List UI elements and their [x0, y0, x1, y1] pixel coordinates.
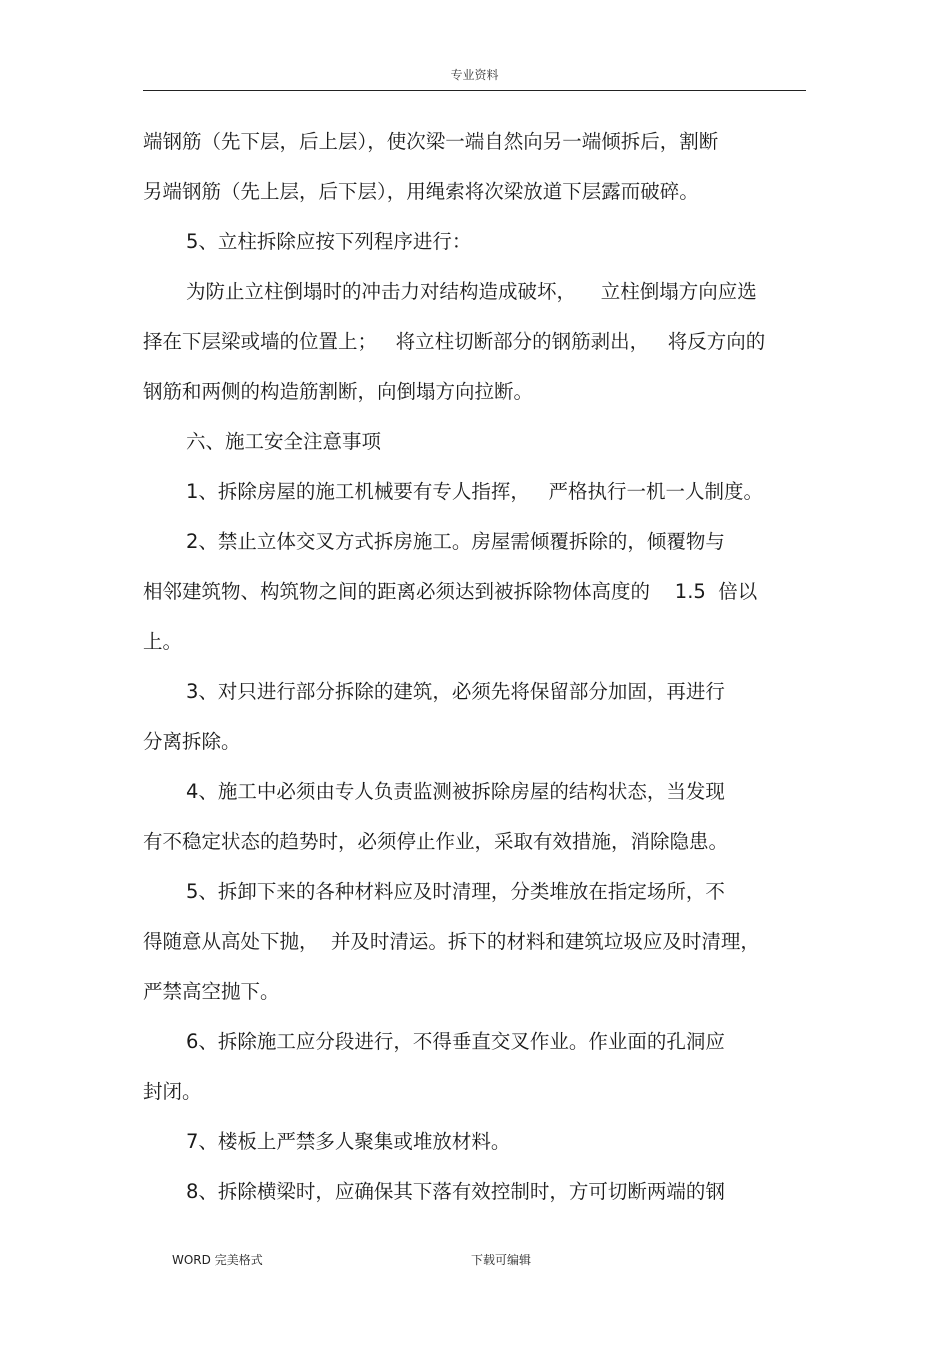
body-line: 有不稳定状态的趋势时，必须停止作业，采取有效措施，消除隐患。	[143, 830, 729, 853]
body-line: 择在下层梁或墙的位置上； 将立柱切断部分的钢筋剥出， 将反方向的	[143, 330, 766, 353]
body-line: 5、拆卸下来的各种材料应及时清理，分类堆放在指定场所，不	[186, 880, 725, 903]
body-line: 钢筋和两侧的构造筋割断，向倒塌方向拉断。	[143, 380, 534, 403]
body-line: 为防止立柱倒塌时的冲击力对结构造成破坏， 立柱倒塌方向应选	[186, 280, 757, 303]
body-line: 分离拆除。	[143, 730, 241, 753]
body-line: 3、对只进行部分拆除的建筑，必须先将保留部分加固，再进行	[186, 680, 725, 703]
body-line: 端钢筋（先下层，后上层），使次梁一端自然向另一端倾拆后，割断	[143, 130, 719, 153]
body-line: 六、施工安全注意事项	[186, 430, 382, 453]
body-line: 严禁高空抛下。	[143, 980, 280, 1003]
header-rule	[143, 90, 806, 91]
body-line: 4、施工中必须由专人负责监测被拆除房屋的结构状态，当发现	[186, 780, 725, 803]
body-line: 相邻建筑物、构筑物之间的距离必须达到被拆除物体高度的 1.5 倍以	[143, 580, 758, 603]
body-line: 8、拆除横梁时，应确保其下落有效控制时，方可切断两端的钢	[186, 1180, 725, 1203]
body-line: 另端钢筋（先上层，后下层），用绳索将次梁放道下层露而破碎。	[143, 180, 699, 203]
body-line: 得随意从高处下抛， 并及时清运。拆下的材料和建筑垃圾应及时清理，	[143, 930, 760, 953]
body-line: 6、拆除施工应分段进行，不得垂直交叉作业。作业面的孔洞应	[186, 1030, 725, 1053]
footer-right: 下载可编辑	[471, 1253, 532, 1267]
body-line: 5、立柱拆除应按下列程序进行：	[186, 230, 472, 253]
body-line: 封闭。	[143, 1080, 202, 1103]
body-line: 7、楼板上严禁多人聚集或堆放材料。	[186, 1130, 511, 1153]
footer-left: WORD 完美格式	[172, 1253, 263, 1267]
page-header: 专业资料	[450, 68, 499, 82]
body-line: 上。	[143, 630, 183, 653]
body-line: 1、拆除房屋的施工机械要有专人指挥， 严格执行一机一人制度。	[186, 480, 764, 503]
body-line: 2、禁止立体交叉方式拆房施工。房屋需倾覆拆除的，倾覆物与	[186, 530, 725, 553]
